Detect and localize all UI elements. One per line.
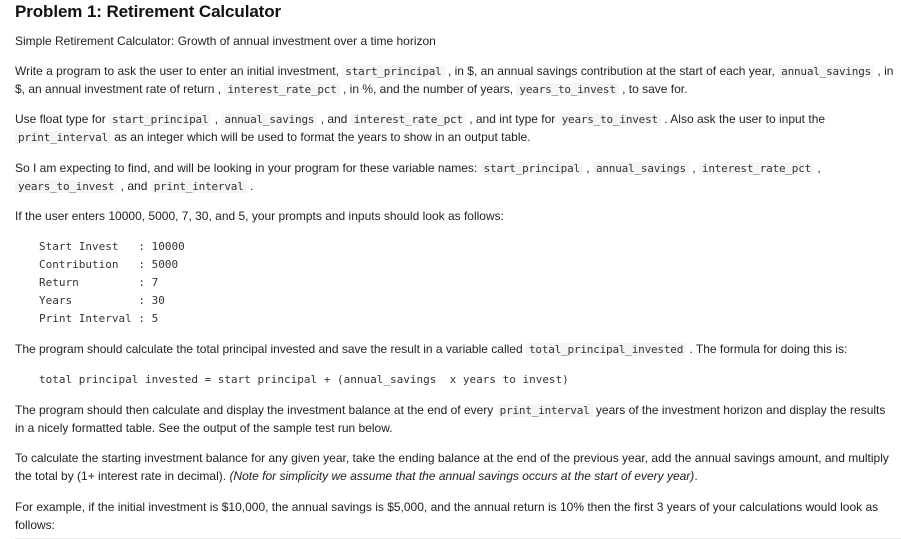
- prompt-line: Contribution : 5000: [39, 258, 179, 271]
- text: . The formula for doing this is:: [686, 342, 848, 356]
- paragraph-intro: [15, 63, 895, 98]
- text: The program should then calculate and display the investment balance at the end of every: [15, 403, 497, 417]
- code-start-principal: start_principal: [109, 113, 211, 126]
- note: (Note for simplicity we assume that the annual savings occurs at the start of every year): [229, 468, 695, 483]
- code-years-to-invest: years_to_invest: [516, 83, 618, 96]
- code-annual-savings: annual_savings: [593, 162, 689, 175]
- code-interest-rate-pct: interest_rate_pct: [224, 83, 339, 96]
- text: To calculate the starting investment balance for any given year, take the ending balance at the end of the previous year, add the annual savings amount, and multiply the total by (1+ interest rate in decimal).: [15, 451, 889, 483]
- text: , in $, an annual investment rate of return ,: [15, 64, 894, 96]
- code-print-interval: print_interval: [151, 180, 247, 193]
- text: , and int type for: [465, 112, 559, 126]
- text: , in %, and the number of years,: [339, 81, 517, 96]
- paragraph-display-table: [15, 402, 895, 437]
- text: , in $, an annual savings contribution at the start of each year,: [444, 64, 779, 78]
- prompt-line: Years : 30: [39, 294, 165, 307]
- text: ,: [688, 161, 699, 175]
- text: The program should calculate the total principal invested and save the result in a variable called: [15, 342, 526, 356]
- paragraph-total-principal: [15, 341, 895, 359]
- code-years-to-invest: years_to_invest: [15, 180, 117, 193]
- prompt-block: [39, 238, 185, 328]
- code-annual-savings: annual_savings: [778, 65, 874, 78]
- prompt-line: Start Invest : 10000: [39, 240, 185, 253]
- subtitle: Simple Retirement Calculator: Growth of annual investment over a time horizon: [15, 34, 436, 48]
- paragraph-types: [15, 111, 895, 146]
- text: , and: [317, 112, 351, 126]
- text: . Also ask the user to input the: [660, 112, 826, 126]
- code-start-principal: start_principal: [342, 65, 444, 78]
- code-print-interval: print_interval: [497, 404, 593, 417]
- code-interest-rate-pct: interest_rate_pct: [699, 162, 814, 175]
- text: , and: [117, 178, 151, 193]
- text: , to save for.: [618, 81, 688, 96]
- text: ,: [582, 161, 593, 175]
- text: Write a program to ask the user to enter an initial investment,: [15, 64, 343, 78]
- code-interest-rate-pct: interest_rate_pct: [351, 113, 466, 126]
- text: .: [246, 178, 254, 193]
- code-years-to-invest: years_to_invest: [559, 113, 661, 126]
- prompt-line: Print Interval : 5: [39, 312, 159, 325]
- code-total-principal-invested: total_principal_invested: [526, 343, 686, 356]
- code-annual-savings: annual_savings: [221, 113, 317, 126]
- paragraph-variable-names: [15, 160, 895, 195]
- text: So I am expecting to find, and will be looking in your program for these variable names:: [15, 161, 481, 175]
- code-print-interval: print_interval: [15, 131, 111, 144]
- code-start-principal: start_principal: [481, 162, 583, 175]
- text: as an integer which will be used to format the years to show in an output table.: [110, 129, 531, 144]
- paragraph-calculation: [15, 450, 895, 485]
- prompt-line: Return : 7: [39, 276, 159, 289]
- text: Use float type for: [15, 112, 110, 126]
- formula-block: total principal invested = start principal + (annual_savings x years to invest): [39, 373, 569, 386]
- paragraph-example-intro: If the user enters 10000, 5000, 7, 30, and 5, your prompts and inputs should look as follows:: [15, 209, 504, 223]
- page-title: Problem 1: Retirement Calculator: [15, 2, 282, 21]
- paragraph-example: For example, if the initial investment is $10,000, the annual savings is $5,000, and the annual return is 10% then the first 3 years of your calculations would look as follows:: [15, 500, 879, 532]
- text: ,: [814, 161, 821, 175]
- text: years of the investment horizon and display the results in a nicely formatted table. See the output of the sample test run below.: [15, 403, 886, 435]
- text: ,: [211, 112, 222, 126]
- text: .: [694, 468, 698, 483]
